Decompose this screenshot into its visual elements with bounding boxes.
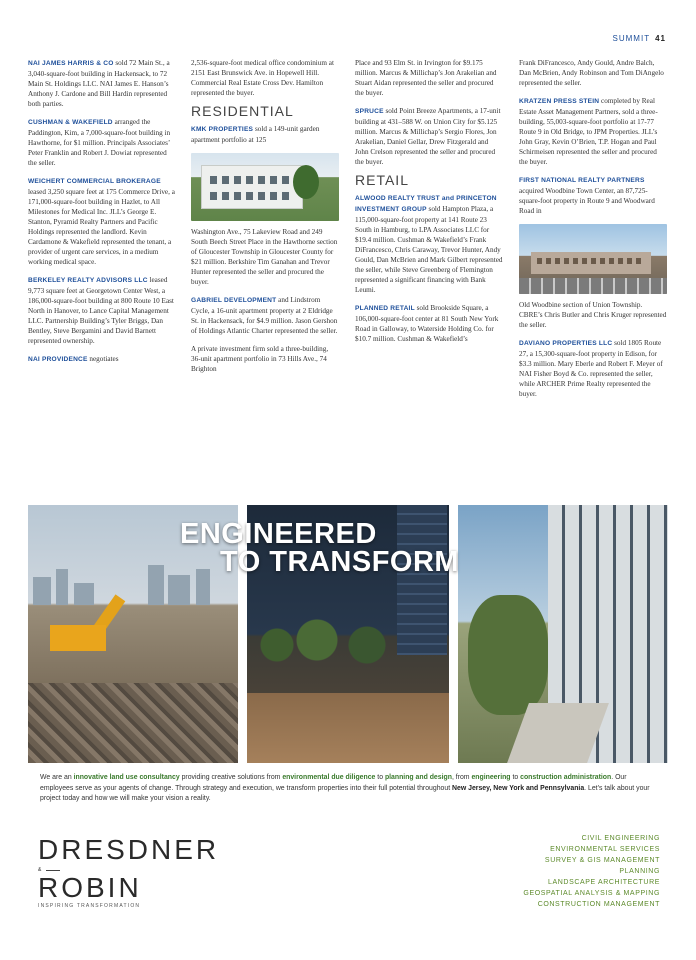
column-4 (519, 58, 667, 407)
page-header (613, 34, 666, 43)
column-3 (355, 58, 503, 352)
list-item: CUSHMAN & WAKEFIELD arranged the Paddington, Kim, a 7,000-square-foot building in Hawthorne, for $1 million. Principals Associates’ Peter Franklin and Robert J. Dowiat represented the seller. (28, 118, 171, 167)
ad-body-text: We are an innovative land use consultancy providing creative solutions from environmental due diligence to planning and design, from engineering to construction administration. Our employees serve as your agents of change. Through strategy and execution, we transform properties into their full potential throughout New Jersey, New York and Pennsylvania. Let’s talk about your project today and how we will make your vision a reality. (40, 774, 650, 802)
list-item: BERKELEY REALTY ADVISORS LLC leased 9,773 square feet at Georgetown Center West, a 186,000-square-foot building at 800 Route 10 East North in Hanover, to Lance Capital Management LLC. Partnership Building’s Tyler Briggs, Dan Bentley, Steve Bergamini and David Barnett represented ownership. (28, 276, 174, 345)
list-item: NAI PROVIDENCE negotiates (28, 355, 119, 363)
list-item: GABRIEL DEVELOPMENT and Lindstrom Cycle, a 16-unit apartment property at 2 Eldridge St. in Hackensack, for $4.9 million. Jason Gershon of Holdings Atlantic Charter represented the seller. (191, 296, 338, 335)
list-item: LANDSCAPE ARCHITECTURE (548, 879, 660, 886)
list-item: FIRST NATIONAL REALTY PARTNERS acquired Woodbine Town Center, an 87,725-square-foot property in Route 9 and Woodward Road in (519, 177, 655, 215)
list-item: A private investment firm sold a three-building, 36-unit apartment portfolio in 73 Hills Ave., 74 Brighton (191, 345, 329, 373)
list-item: NAI JAMES HARRIS & CO sold 72 Main St., a 3,040-square-foot building in Hackensack, to 72 Main St. Holdings LLC. NAI James E. Hanson’s Anthony J. Cardone and Bill Hardin represented both parties. (28, 59, 170, 108)
section-heading-retail: RETAIL (355, 172, 409, 188)
list-item: Washington Ave., 75 Lakeview Road and 249 South Beech Street Place in the Hawthorne section of Gloucester Township in Gloucester County for $21 million. Berkshire Tim Ganahan and Trevor Hunter represented the seller and procured the buyer. (191, 228, 338, 286)
section-heading-residential: RESIDENTIAL (191, 103, 294, 119)
list-item: Place and 93 Elm St. in Irvington for $9.175 million. Marcus & Millichap’s Jon Arakelian and Stuart Aidan represented the seller and procured the buyer. (355, 59, 497, 97)
list-item: SURVEY & GIS MANAGEMENT (544, 857, 660, 864)
list-item: WEICHERT COMMERCIAL BROKERAGE leased 3,250 square feet at 175 Commerce Drive, a 171,000-square-foot building in Hazlet, to All Milestones for Medical Inc. JLL’s George E. Stanton, Pyramid Realty Partners and Pacific Holdings represented the landlord. Kevin Cardamone & Wakefield represented the tenant, a provider of urgent care services, in a medium working medical space. (28, 178, 175, 266)
list-item: SPRUCE sold Point Breeze Apartments, a 17-unit building at 431–588 W. on Union City for $5.125 million. Marcus & Millichap’s Sergio Flores, Jon Arakelian, Daniel Gellar, Drew Fitzgerald and John Crelson represented the seller and procured the buyer. (355, 107, 501, 166)
column-2 (191, 58, 339, 382)
list-item: GEOSPATIAL ANALYSIS & MAPPING (523, 890, 660, 897)
article-columns (28, 58, 668, 488)
section-name: SUMMIT (612, 34, 651, 43)
list-item: PLANNED RETAIL sold Brookside Square, a 106,000-square-foot center at 81 South New York Road in Galloway, to Waterside Holding Co. for $10.7 million. Cushman & Wakefield’s (355, 304, 499, 343)
page-number: 41 (655, 34, 666, 43)
list-item: PLANNING (619, 868, 660, 875)
list-item: Frank DiFrancesco, Andy Gould, Andre Balch, Dan McBrien, Andy Robinson and Tom DiAngelo represented the seller. (519, 59, 664, 87)
list-item: DAVIANO PROPERTIES LLC sold 1805 Route 27, a 15,300-square-foot property in Edison, for $3.3 million. Mary Eberle and Robert F. Meyer of NAI Fisher Boyd & Co. represented the seller, while ARCHER Prime Realty represented the buyer. (519, 339, 663, 398)
ad-headline: ENGINEERED TO TRANSFORM (180, 518, 460, 578)
list-item: ENVIRONMENTAL SERVICES (550, 846, 660, 853)
list-item: CONSTRUCTION MANAGEMENT (537, 901, 660, 908)
list-item: 2,536-square-foot medical office condominium at 2151 East Brunswick Ave. in Hopewell Hill. Commercial Real Estate Cross Dev. Hamilton represented the buyer. (191, 59, 334, 97)
list-item: CIVIL ENGINEERING (581, 835, 660, 842)
list-item: Old Woodbine section of Union Township. CBRE’s Chris Butler and Chris Kruger represented the seller. (519, 301, 667, 329)
services-list (523, 833, 660, 910)
dresdner-robin-logo: DRESDNER & ROBIN INSPIRING TRANSFORMATION (38, 834, 220, 909)
list-item: ALWOOD REALTY TRUST and PRINCETON INVESTMENT GROUP sold Hampton Plaza, a 115,000-square-foot property at 141 Route 23 South in Hamburg, to LPA Associates LLC for $19.4 million. Cushman & Wakefield’s Frank DiFrancesco, Chris Caraway, Trevor Hunter, Andy Gould, Dan McBrien and Mark Gilbert represented the seller, while Steve Greenberg of Flemington represented a significant financing with Bank Leumi. (355, 195, 503, 294)
list-item: KRATZEN PRESS STEIN completed by Real Estate Asset Management Partners, sold a three-building, 55,003-square-foot portfolio at 17-77 Route 9 in Old Bridge, to JPM Properties. JLL’s John Gray, Kevin O’Brien, T.P. Hogan and Paul Schirmeisen represented the seller and procured the buyer. (519, 97, 658, 166)
shopping-center-photo (519, 224, 667, 294)
apartment-building-photo (191, 153, 339, 221)
column-1 (28, 58, 176, 373)
building-walkway-photo (458, 505, 668, 763)
list-item: KMK PROPERTIES sold a 149-unit garden apartment portfolio at 125 (191, 125, 320, 144)
